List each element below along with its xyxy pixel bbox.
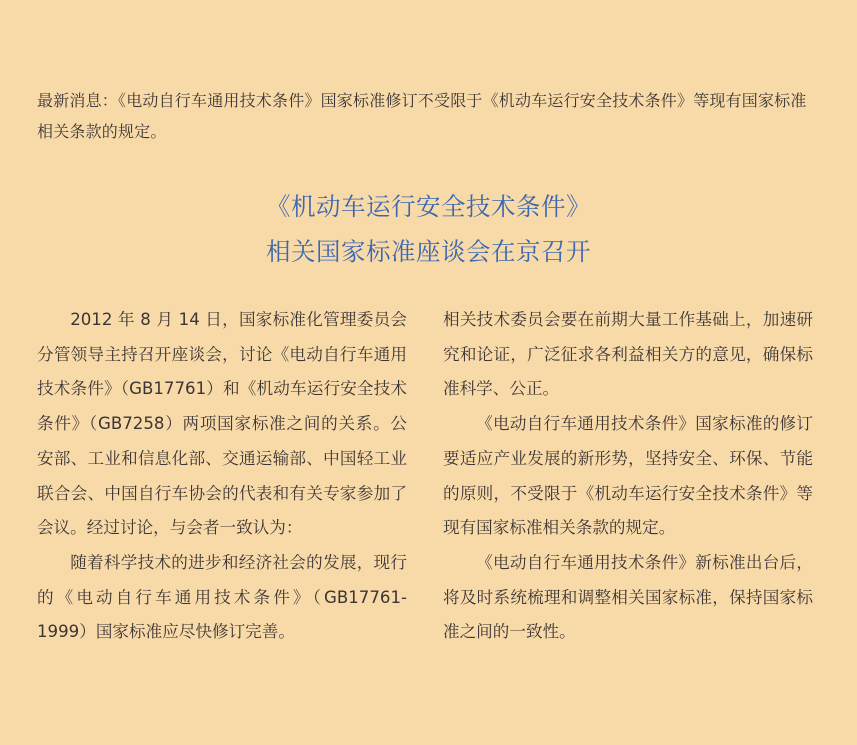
article-paragraph-4: 《电动自行车通用技术条件》新标准出台后，将及时系统梳理和调整相关国家标准，保持国家标准之间的一致性。 — [443, 552, 813, 642]
article-paragraph-2-continued: 相关技术委员会要在前期大量工作基础上，加速研究和论证，广泛征求各利益相关方的意见，确保标准科学、公正。 — [443, 310, 813, 399]
article-right-column — [443, 303, 813, 650]
headline-line-2: 相关国家标准座谈会在京召开 — [266, 237, 591, 266]
article-paragraph-2: 随着科学技术的进步和经济社会的发展，现行的《电动自行车通用技术条件》（GB17761- 1999）国家标准应尽快修订完善。 — [37, 552, 407, 642]
article-paragraph-3: 《电动自行车通用技术条件》国家标准的修订要适应产业发展的新形势，坚持安全、环保、节能的原则，不受限于《机动车运行安全技术条件》等现有国家标准相关条款的规定。 — [443, 414, 813, 538]
latest-news-notice: 最新消息：《电动自行车通用技术条件》国家标准修订不受限于《机动车运行安全技术条件》等现有国家标准相关条款的规定。 — [37, 91, 807, 141]
article-left-column — [37, 303, 407, 650]
article-paragraph-1: 2012 年 8 月 14 日，国家标准化管理委员会分管领导主持召开座谈会，讨论《电动自行车通用技术条件》（GB17761）和《机动车运行安全技术条件》（GB7258）两项国家标准之间的关系。公安部、工业和信息化部、交通运输部、中国轻工业联合会、中国自行车协会的代表和有关专家参加了会议。经过讨论，与会者一致认为： — [37, 310, 407, 538]
headline-line-1: 《机动车运行安全技术条件》 — [266, 192, 591, 221]
